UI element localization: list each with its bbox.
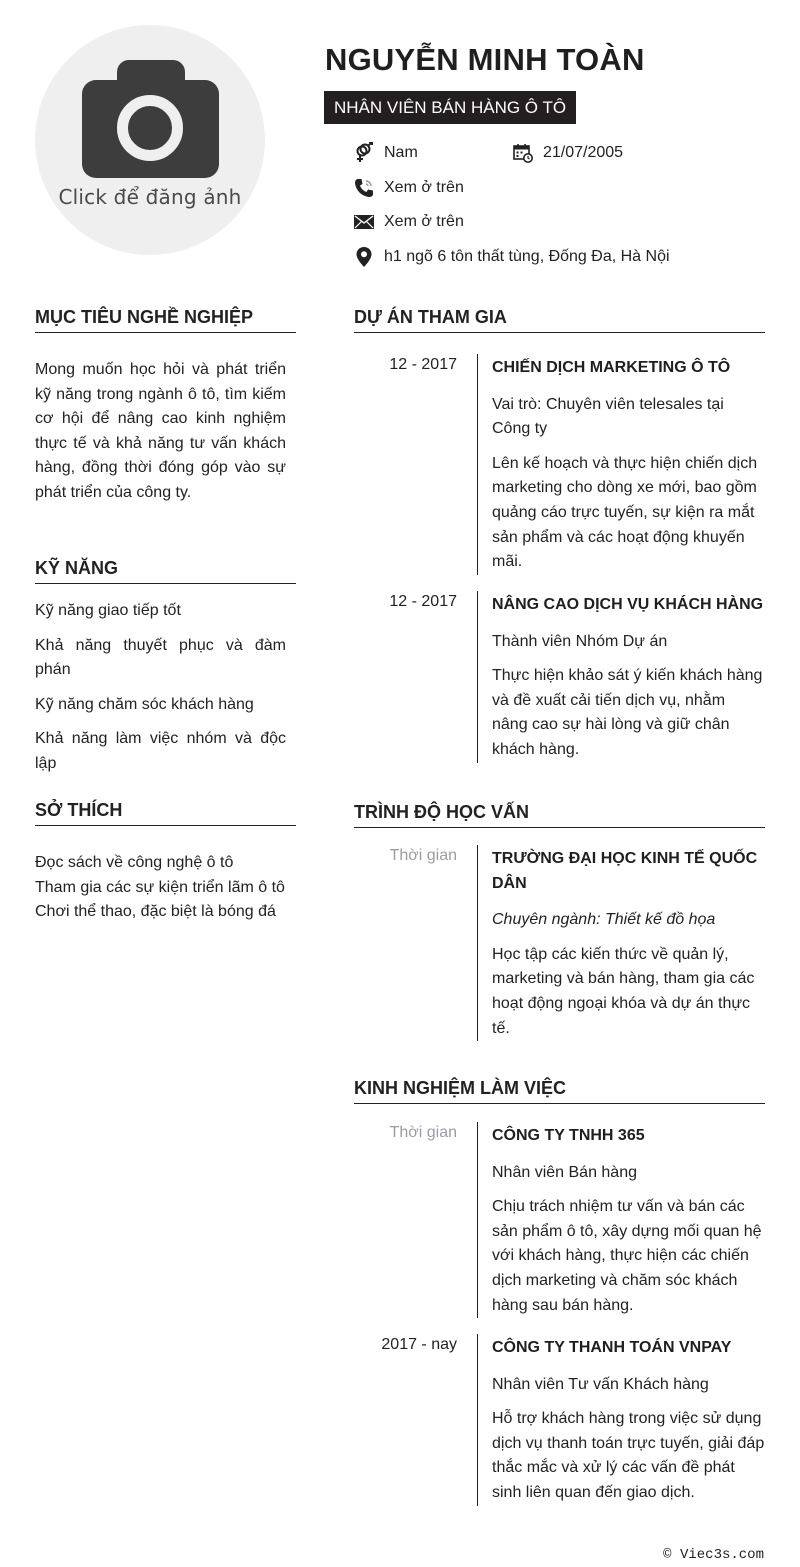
experience-date: 2017 - nay — [381, 1336, 457, 1353]
project-entry — [354, 354, 765, 575]
education-entry — [354, 845, 765, 1041]
experience-entry — [354, 1122, 765, 1318]
skill-item: Kỹ năng chăm sóc khách hàng — [35, 695, 254, 713]
skill-item: Khả năng thuyết phục và đàm phán — [35, 636, 286, 679]
experience-company: CÔNG TY TNHH 365 — [492, 1127, 645, 1144]
experience-entry — [354, 1334, 765, 1506]
contact-phone — [354, 178, 464, 198]
hobby-item: Tham gia các sự kiện triển lãm ô tô — [35, 878, 285, 896]
project-entry — [354, 591, 765, 763]
avatar-upload[interactable] — [35, 25, 265, 255]
education-school: TRƯỜNG ĐẠI HỌC KINH TẾ QUỐC DÂN — [492, 850, 758, 892]
email-value: Xem ở trên — [384, 213, 464, 230]
project-date: 12 - 2017 — [389, 593, 457, 610]
phone-value: Xem ở trên — [384, 179, 464, 196]
candidate-name: NGUYỄN MINH TOÀN — [325, 42, 645, 77]
project-role: Thành viên Nhóm Dự án — [492, 632, 668, 650]
copyright-footer: © Viec3s.com — [663, 1547, 764, 1563]
hobbies-list — [35, 851, 286, 925]
projects-heading: DỰ ÁN THAM GIA — [354, 307, 765, 333]
education-major: Chuyên ngành: Thiết kế đồ họa — [492, 911, 716, 929]
experience-date: Thời gian — [389, 1124, 457, 1141]
skills-heading: KỸ NĂNG — [35, 558, 296, 584]
hobby-item: Đọc sách về công nghệ ô tô — [35, 854, 234, 871]
project-description: Lên kế hoạch và thực hiện chiến dịch marketing cho dòng xe mới, bao gồm quảng cáo trực tuyến, sự kiện ra mắt sản phẩm và các hoạt động khuyến mãi. — [492, 454, 758, 571]
skill-item: Kỹ năng giao tiếp tốt — [35, 602, 181, 619]
job-title: NHÂN VIÊN BÁN HÀNG Ô TÔ — [324, 91, 576, 124]
contact-gender — [354, 143, 418, 163]
envelope-icon — [354, 212, 374, 232]
calendar-icon — [513, 143, 533, 163]
contact-birthday — [513, 143, 623, 163]
project-date: 12 - 2017 — [389, 356, 457, 373]
education-date: Thời gian — [389, 847, 457, 864]
skills-list — [35, 599, 286, 787]
education-description: Học tập các kiến thức về quản lý, marketing và bán hàng, tham gia các hoạt động ngoại khóa và dự án thực tế. — [492, 945, 755, 1037]
phone-icon — [354, 178, 374, 198]
contact-address — [354, 247, 670, 267]
hobbies-heading: SỞ THÍCH — [35, 800, 296, 826]
skill-item: Khả năng làm việc nhóm và độc lập — [35, 730, 286, 772]
objective-text: Mong muốn học hỏi và phát triển kỹ năng trong ngành ô tô, tìm kiếm cơ hội để nâng cao kinh nghiệm thực tế và khả năng tư vấn khách hàng, đồng thời đóng góp vào sự phát triển của công ty. — [35, 361, 286, 501]
camera-lens-icon — [117, 95, 183, 161]
map-pin-icon — [354, 247, 374, 267]
gender-value: Nam — [384, 144, 418, 161]
experience-company: CÔNG TY THANH TOÁN VNPAY — [492, 1339, 732, 1356]
project-role: Vai trò: Chuyên viên telesales tại Công ty — [492, 395, 724, 438]
contact-email — [354, 212, 464, 232]
hobby-item: Chơi thể thao, đặc biệt là bóng đá — [35, 903, 276, 921]
education-heading: TRÌNH ĐỘ HỌC VẤN — [354, 802, 765, 828]
gender-icon — [354, 143, 374, 163]
project-title: CHIẾN DỊCH MARKETING Ô TÔ — [492, 359, 731, 376]
address-value: h1 ngõ 6 tôn thất tùng, Đống Đa, Hà Nội — [384, 248, 670, 265]
experience-description: Chịu trách nhiệm tư vấn và bán các sản phẩm ô tô, xây dựng mối quan hệ với khách hàng, thực hiện các chiến dịch marketing và chăm sóc khách hàng sau bán hàng. — [492, 1198, 762, 1314]
experience-description: Hỗ trợ khách hàng trong việc sử dụng dịch vụ thanh toán trực tuyến, giải đáp thắc mắc và xử lý các vấn đề phát sinh liên quan đến giao dịch. — [492, 1410, 765, 1501]
project-title: NÂNG CAO DỊCH VỤ KHÁCH HÀNG — [492, 596, 764, 613]
experience-position: Nhân viên Bán hàng — [492, 1163, 637, 1181]
objective-heading: MỤC TIÊU NGHỀ NGHIỆP — [35, 307, 296, 333]
project-description: Thực hiện khảo sát ý kiến khách hàng và đề xuất cải tiến dịch vụ, nhằm nâng cao sự hài lòng và giữ chân khách hàng. — [492, 667, 763, 758]
avatar-upload-label: Click để đăng ảnh — [58, 185, 242, 209]
experience-heading: KINH NGHIỆM LÀM VIỆC — [354, 1078, 765, 1104]
birthday-value: 21/07/2005 — [543, 144, 624, 161]
experience-position: Nhân viên Tư vấn Khách hàng — [492, 1375, 709, 1393]
